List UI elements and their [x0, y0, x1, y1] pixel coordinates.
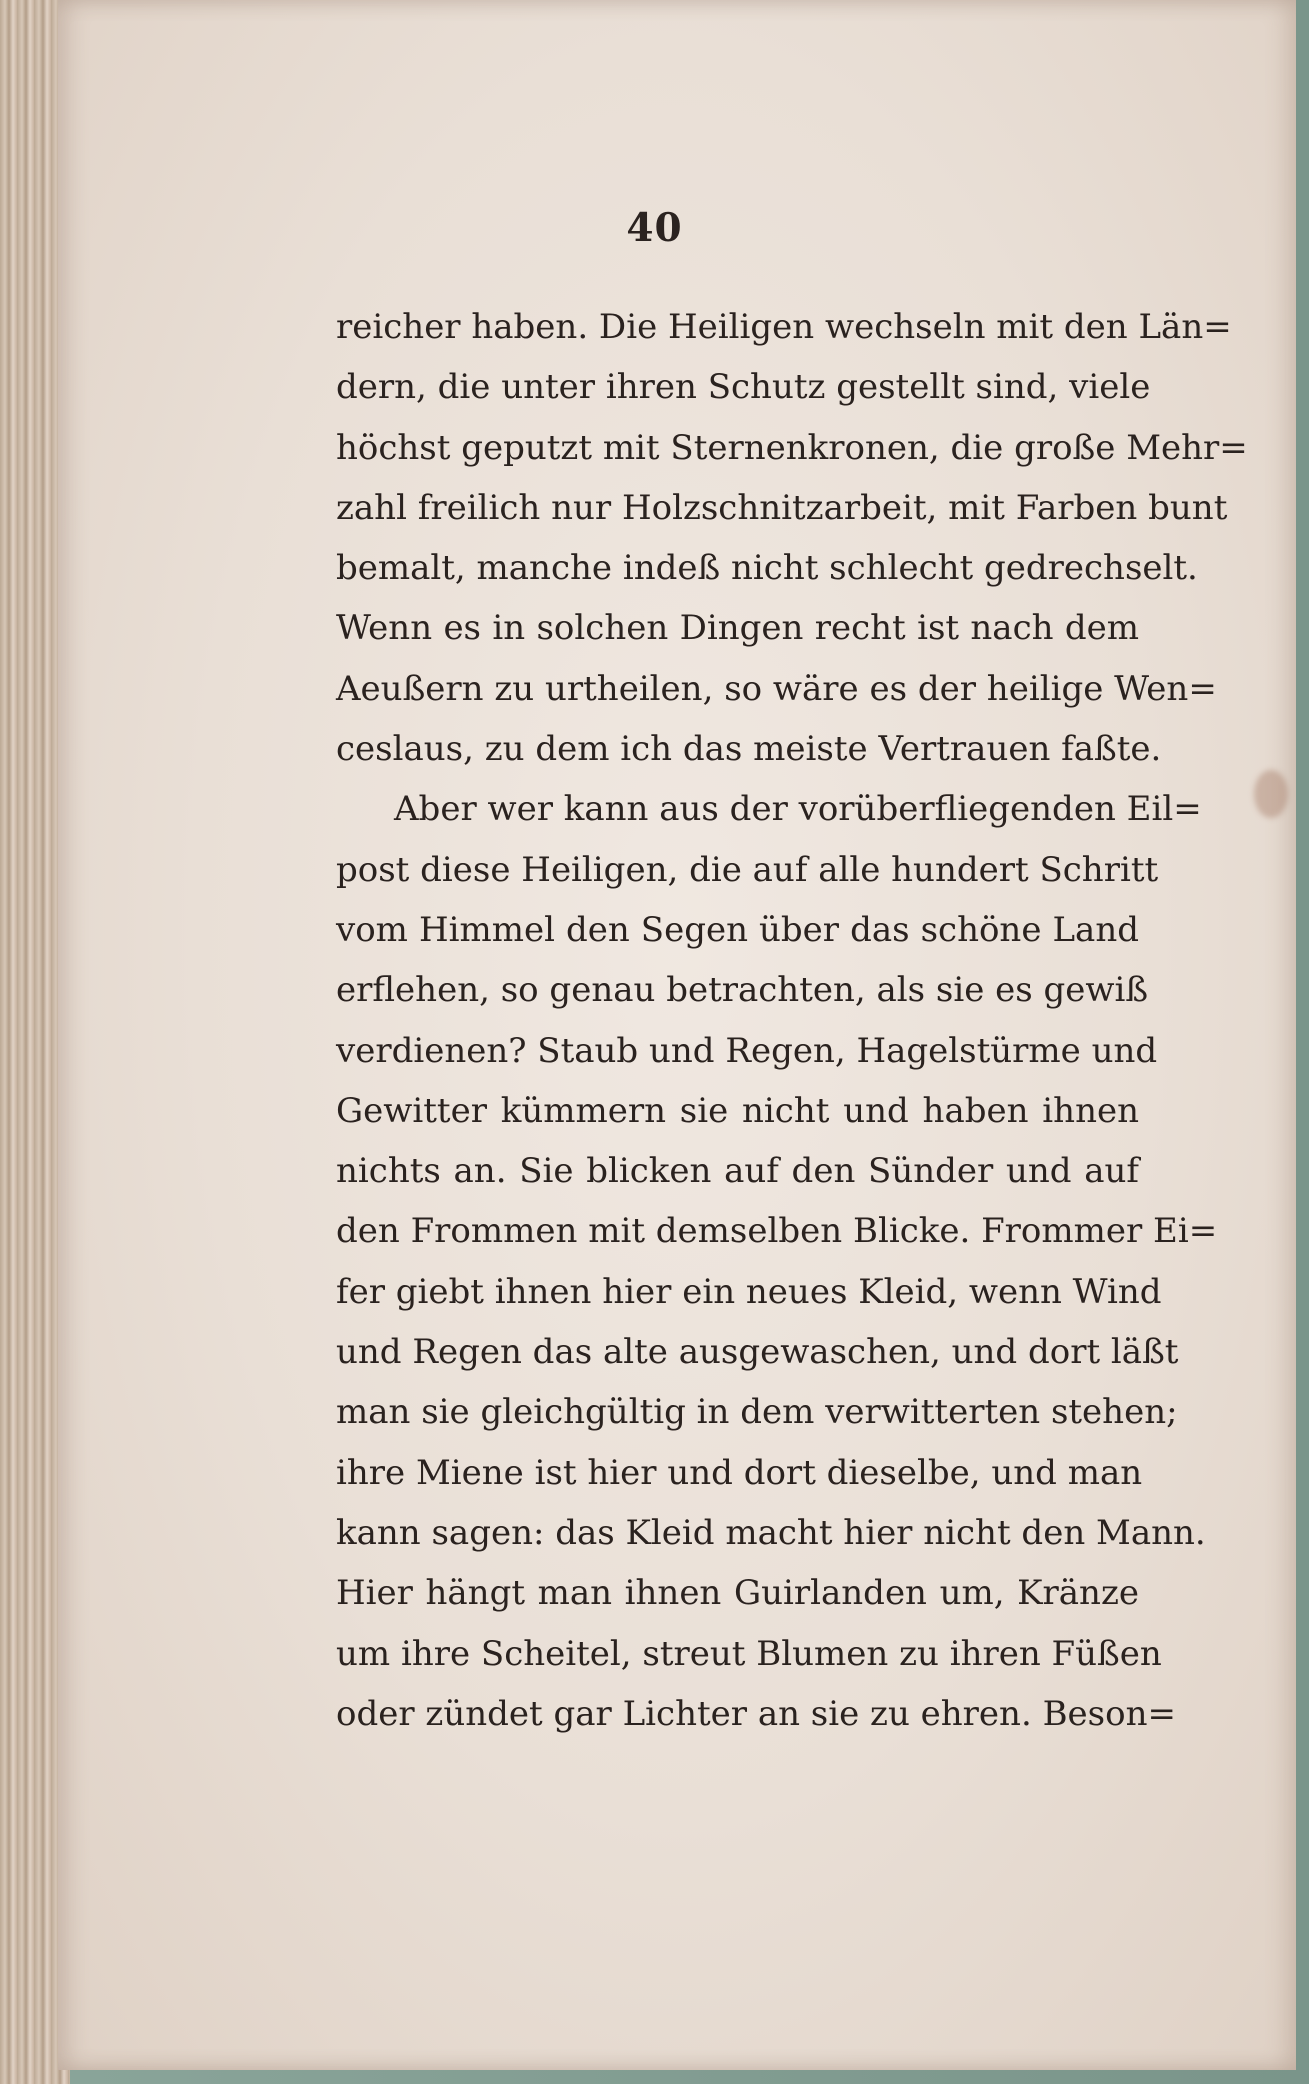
text-line: und Regen das alte ausgewaschen, und dort läßt: [336, 1332, 1179, 1373]
text-line: ihre Miene ist hier und dort dieselbe, und man: [336, 1452, 1143, 1493]
text-line: verdienen? Staub und Regen, Hagelstürme und: [336, 1030, 1158, 1071]
text-line: Gewitter kümmern sie nicht und haben ihnen: [336, 1090, 1139, 1131]
text-line: bemalt, manche indeß nicht schlecht gedrechselt.: [336, 548, 1198, 589]
text-line: Aber wer kann aus der vorüberfliegenden Eil=: [394, 789, 1202, 830]
text-line: kann sagen: das Kleid macht hier nicht den Mann.: [336, 1512, 1206, 1553]
text-line: man sie gleichgültig in dem verwitterten stehen;: [336, 1392, 1178, 1433]
text-line: vom Himmel den Segen über das schöne Land: [336, 909, 1139, 950]
text-line: dern, die unter ihren Schutz gestellt sind, viele: [336, 367, 1151, 408]
text-line: post diese Heiligen, die auf alle hundert Schritt: [336, 849, 1159, 890]
text-line: Hier hängt man ihnen Guirlanden um, Kränze: [336, 1573, 1139, 1614]
text-line: nichts an. Sie blicken auf den Sünder und auf: [336, 1151, 1139, 1192]
text-line: um ihre Scheitel, streut Blumen zu ihren Füßen: [336, 1633, 1162, 1674]
text-line: Wenn es in solchen Dingen recht ist nach dem: [336, 608, 1139, 649]
page-number: 40: [626, 205, 683, 251]
text-line: oder zündet gar Lichter an sie zu ehren. Beson=: [336, 1693, 1176, 1734]
text-line: fer giebt ihnen hier ein neues Kleid, wenn Wind: [336, 1271, 1162, 1312]
body-text: [336, 297, 1248, 1744]
text-line: ceslaus, zu dem ich das meiste Vertrauen faßte.: [336, 729, 1162, 770]
paper-stain: [1254, 770, 1288, 818]
text-line: Aeußern zu urtheilen, so wäre es der heilige Wen=: [336, 668, 1217, 709]
text-line: erflehen, so genau betrachten, als sie es gewiß: [336, 970, 1149, 1011]
text-line: zahl freilich nur Holzschnitzarbeit, mit Farben bunt: [336, 487, 1228, 528]
text-line: den Frommen mit demselben Blicke. Frommer Ei=: [336, 1211, 1218, 1252]
text-line: reicher haben. Die Heiligen wechseln mit den Län=: [336, 307, 1232, 347]
text-line: höchst geputzt mit Sternenkronen, die große Mehr=: [336, 427, 1248, 468]
